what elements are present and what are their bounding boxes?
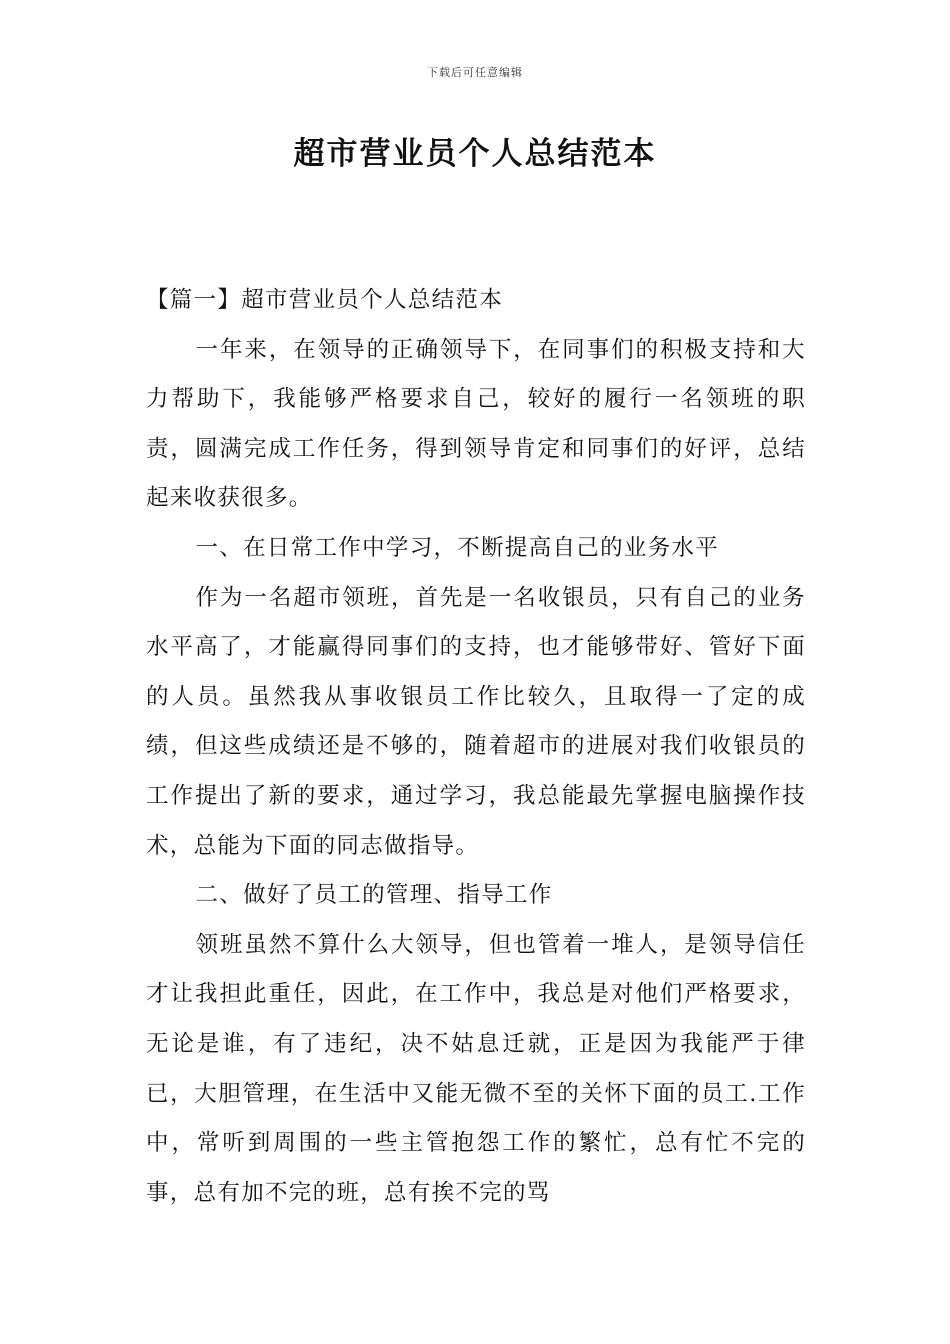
section-2-heading: 二、做好了员工的管理、指导工作 [195,882,553,909]
document-title: 超市营业员个人总结范本 [293,136,657,172]
section-1-paragraph: 作为一名超市领班，首先是一名收银员，只有自己的业务水平高了，才能赢得同事们的支持，也才能够带好、管好下面的人员。虽然我从事收银员工作比较久，且取得一了定的成绩，但这些成绩还是不够的，随着超市的进展对我们收银员的工作提出了新的要求，通过学习，我总能最先掌握电脑操作技术，总能为下面的同志做指导。 [146,584,806,859]
section-2-paragraph: 领班虽然不算什么大领导，但也管着一堆人，是领导信任才让我担此重任，因此，在工作中，我总是对他们严格要求，无论是谁，有了违纪，决不姑息迁就，正是因为我能严于律已，大胆管理，在生活中又能无微不至的关怀下面的员工.工作中，常听到周围的一些主管抱怨工作的繁忙，总有忙不完的事，总有加不完的班，总有挨不完的骂 [146,931,806,1206]
intro-paragraph: 一年来，在领导的正确领导下，在同事们的积极支持和大力帮助下，我能够严格要求自己，较好的履行一名领班的职责，圆满完成工作任务，得到领导肯定和同事们的好评，总结起来收获很多。 [146,336,806,512]
document-body [146,276,806,1218]
header-note: 下载后可任意编辑 [427,66,523,79]
part-heading: 【篇一】超市营业员个人总结范本 [146,287,504,313]
section-1-heading: 一、在日常工作中学习，不断提高自己的业务水平 [195,534,720,561]
